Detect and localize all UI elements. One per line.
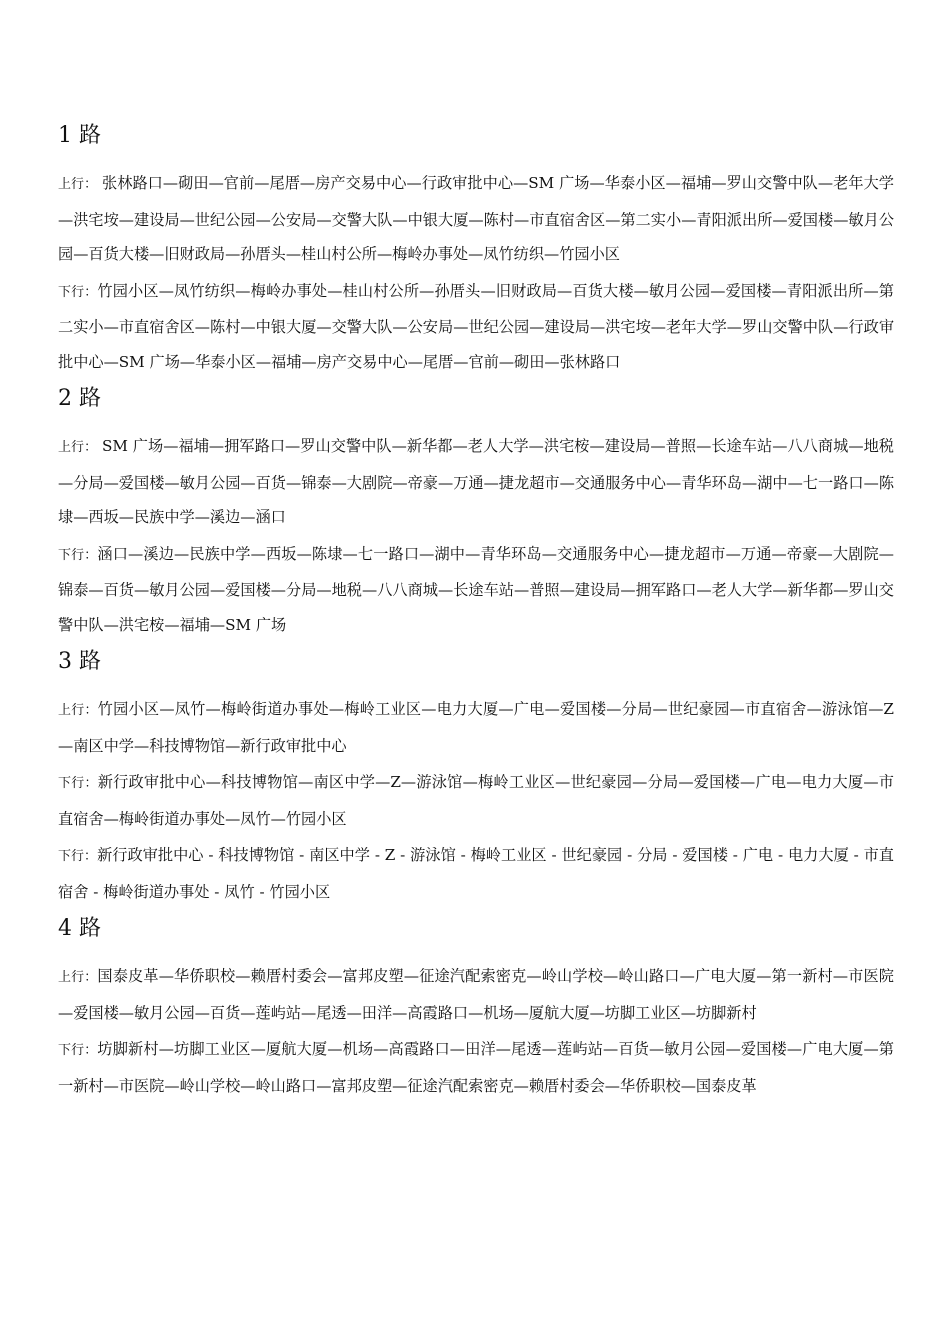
direction-label: 下行：	[58, 776, 98, 791]
route-title: 1 路	[58, 123, 101, 148]
route-direction-up	[58, 959, 894, 1030]
route-title: 3 路	[58, 649, 101, 674]
stop-list: 新行政审批中心 - 科技博物馆 - 南区中学 - Z - 游泳馆 - 梅岭工业区 - 世纪豪园 - 分局 - 爱国楼 - 广电 - 电力大厦 - 市直宿舍 - 梅岭街道办事处 - 凤竹 - 竹园小区	[58, 846, 894, 901]
route-2	[58, 381, 894, 642]
route-title: 2 路	[58, 386, 101, 411]
stop-list: 竹园小区—凤竹—梅岭街道办事处—梅岭工业区—电力大厦—广电—爱国楼—分局—世纪豪园—市直宿舍—游泳馆—Z—南区中学—科技博物馆—新行政审批中心	[58, 700, 894, 755]
route-direction-up	[58, 429, 894, 535]
direction-label: 上行：	[58, 703, 98, 718]
direction-label: 下行：	[58, 284, 98, 300]
route-direction-down	[58, 765, 894, 836]
stop-list: 竹园小区—凤竹纺织—梅岭办事处—桂山村公所—孙厝头—旧财政局—百货大楼—敏月公园—爱国楼—青阳派出所—第二实小—市直宿舍区—陈村—中银大厦—交警大队—公安局—世纪公园—建设局—洪宅垵—老年大学—罗山交警中队—行政审批中心—SM 广场—华泰小区—福埔—房产交易中心—尾厝—官前—砌田—张林路口	[58, 281, 894, 371]
direction-label: 上行：	[58, 970, 98, 985]
route-direction-up	[58, 692, 894, 763]
route-direction-down	[58, 274, 894, 380]
route-4	[58, 911, 894, 1103]
direction-label: 上行：	[58, 440, 98, 455]
stop-list: 涵口—溪边—民族中学—西坂—陈埭—七一路口—湖中—青华环岛—交通服务中心—捷龙超市—万通—帝豪—大剧院—锦泰—百货—敏月公园—爱国楼—分局—地税—八八商城—长途车站—普照—建设局—拥军路口—老人大学—新华都—罗山交警中队—洪宅桉—福埔—SM 广场	[58, 544, 894, 634]
direction-label: 上行：	[58, 177, 98, 192]
route-direction-down	[58, 537, 894, 643]
route-1	[58, 118, 894, 379]
stop-list: 张林路口—砌田—官前—尾厝—房产交易中心—行政审批中心—SM 广场—华泰小区—福埔—罗山交警中队—老年大学—洪宅垵—建设局—世纪公园—公安局—交警大队—中银大厦—陈村—市直宿舍区—第二实小—青阳派出所—爱国楼—敏月公园—百货大楼—旧财政局—孙厝头—桂山村公所—梅岭办事处—凤竹纺织—竹园小区	[58, 174, 894, 263]
direction-label: 下行：	[58, 1043, 98, 1058]
direction-label: 下行：	[58, 849, 98, 864]
route-title: 4 路	[58, 916, 101, 941]
route-direction-down	[58, 1032, 894, 1103]
route-3	[58, 644, 894, 909]
route-direction-down-alt	[58, 838, 894, 909]
route-direction-up	[58, 166, 894, 272]
stop-list: 新行政审批中心—科技博物馆—南区中学—Z—游泳馆—梅岭工业区—世纪豪园—分局—爱国楼—广电—电力大厦—市直宿舍—梅岭街道办事处—凤竹—竹园小区	[58, 773, 894, 828]
stop-list: 坊脚新村—坊脚工业区—厦航大厦—机场—高霞路口—田洋—尾透—莲屿站—百货—敏月公园—爱国楼—广电大厦—第一新村—市医院—岭山学校—岭山路口—富邦皮塑—征途汽配索密克—赖厝村委会—华侨职校—国泰皮革	[58, 1040, 894, 1095]
stop-list: SM 广场—福埔—拥军路口—罗山交警中队—新华都—老人大学—洪宅桉—建设局—普照—长途车站—八八商城—地税—分局—爱国楼—敏月公园—百货—锦泰—大剧院—帝豪—万通—捷龙超市—交通服务中心—青华环岛—湖中—七一路口—陈埭—西坂—民族中学—溪边—涵口	[58, 437, 894, 526]
stop-list: 国泰皮革—华侨职校—赖厝村委会—富邦皮塑—征途汽配索密克—岭山学校—岭山路口—广电大厦—第一新村—市医院—爱国楼—敏月公园—百货—莲屿站—尾透—田洋—高霞路口—机场—厦航大厦—坊脚工业区—坊脚新村	[58, 967, 894, 1022]
direction-label: 下行：	[58, 547, 98, 563]
